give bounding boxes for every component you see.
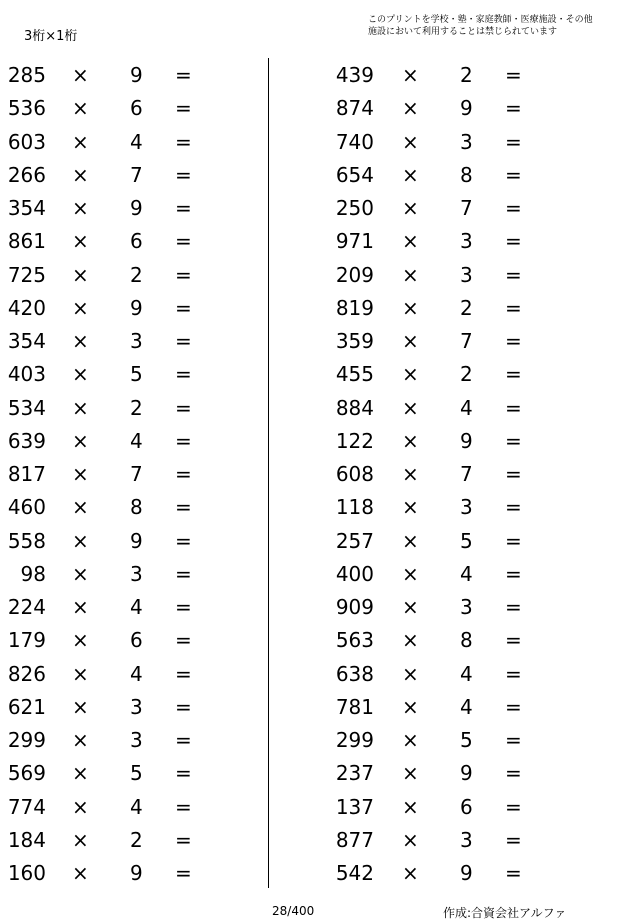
multiplier: 6 bbox=[130, 628, 143, 653]
multiplicand: 403 bbox=[7, 362, 46, 387]
multiplicand: 534 bbox=[7, 395, 46, 420]
multiplicand: 819 bbox=[335, 295, 374, 320]
problem-row bbox=[0, 790, 260, 823]
multiplier: 3 bbox=[460, 495, 473, 520]
times-sign: × bbox=[72, 861, 89, 885]
times-sign: × bbox=[402, 628, 419, 653]
multiplicand: 603 bbox=[7, 129, 46, 154]
times-sign: × bbox=[402, 794, 419, 819]
multiplier: 9 bbox=[130, 861, 143, 885]
times-sign: × bbox=[402, 329, 419, 353]
multiplicand: 861 bbox=[7, 229, 46, 254]
multiplier: 5 bbox=[460, 728, 473, 752]
multiplier: 9 bbox=[460, 96, 473, 121]
column-divider bbox=[268, 58, 269, 888]
multiplicand: 400 bbox=[335, 561, 374, 586]
times-sign: × bbox=[402, 63, 419, 87]
equals-sign: = bbox=[175, 462, 192, 486]
multiplicand: 118 bbox=[335, 495, 374, 520]
usage-notice-line: 施設において利用することは禁じられています bbox=[368, 27, 558, 37]
problem-row bbox=[0, 91, 260, 124]
multiplicand: 359 bbox=[335, 329, 374, 353]
problem-row bbox=[0, 490, 260, 523]
times-sign: × bbox=[402, 827, 419, 852]
times-sign: × bbox=[402, 129, 419, 154]
equals-sign: = bbox=[505, 561, 522, 586]
multiplier: 7 bbox=[130, 162, 143, 187]
times-sign: × bbox=[72, 329, 89, 353]
multiplier: 8 bbox=[460, 628, 473, 653]
times-sign: × bbox=[402, 362, 419, 387]
problem-row bbox=[330, 723, 590, 756]
problem-row bbox=[330, 623, 590, 656]
problem-row bbox=[330, 457, 590, 490]
multiplicand: 909 bbox=[335, 595, 374, 619]
problem-row bbox=[330, 224, 590, 257]
equals-sign: = bbox=[175, 561, 192, 586]
multiplier: 9 bbox=[460, 428, 473, 453]
multiplier: 4 bbox=[130, 129, 143, 154]
multiplier: 9 bbox=[460, 761, 473, 786]
times-sign: × bbox=[72, 694, 89, 719]
problem-row bbox=[330, 58, 590, 91]
problem-row bbox=[0, 623, 260, 656]
problem-row bbox=[330, 790, 590, 823]
times-sign: × bbox=[72, 628, 89, 653]
equals-sign: = bbox=[505, 129, 522, 154]
equals-sign: = bbox=[175, 661, 192, 686]
multiplier: 2 bbox=[130, 827, 143, 852]
equals-sign: = bbox=[175, 262, 192, 287]
times-sign: × bbox=[402, 295, 419, 320]
multiplier: 9 bbox=[130, 295, 143, 320]
equals-sign: = bbox=[505, 861, 522, 885]
equals-sign: = bbox=[505, 329, 522, 353]
multiplier: 8 bbox=[130, 495, 143, 520]
problem-row bbox=[0, 258, 260, 291]
problem-row bbox=[330, 856, 590, 889]
equals-sign: = bbox=[175, 595, 192, 619]
times-sign: × bbox=[72, 295, 89, 320]
problem-row bbox=[330, 590, 590, 623]
equals-sign: = bbox=[175, 495, 192, 520]
problem-row bbox=[330, 391, 590, 424]
page-number: 28/400 bbox=[272, 904, 315, 918]
multiplier: 3 bbox=[130, 329, 143, 353]
multiplier: 2 bbox=[460, 362, 473, 387]
equals-sign: = bbox=[505, 395, 522, 420]
multiplier: 5 bbox=[130, 761, 143, 786]
author-credit: 作成:合資会社アルファ bbox=[443, 906, 567, 920]
multiplicand: 725 bbox=[7, 262, 46, 287]
multiplier: 4 bbox=[130, 794, 143, 819]
problem-row bbox=[330, 158, 590, 191]
multiplicand: 774 bbox=[7, 794, 46, 819]
multiplier: 9 bbox=[460, 861, 473, 885]
multiplicand: 257 bbox=[335, 528, 374, 553]
equals-sign: = bbox=[505, 428, 522, 453]
multiplicand: 639 bbox=[7, 428, 46, 453]
equals-sign: = bbox=[505, 462, 522, 486]
equals-sign: = bbox=[505, 63, 522, 87]
multiplicand: 542 bbox=[335, 861, 374, 885]
multiplicand: 654 bbox=[335, 162, 374, 187]
multiplier: 7 bbox=[460, 196, 473, 220]
left-problem-column bbox=[0, 58, 260, 889]
times-sign: × bbox=[72, 561, 89, 586]
times-sign: × bbox=[72, 495, 89, 520]
problem-row bbox=[0, 191, 260, 224]
multiplicand: 299 bbox=[7, 728, 46, 752]
equals-sign: = bbox=[175, 196, 192, 220]
equals-sign: = bbox=[505, 827, 522, 852]
times-sign: × bbox=[72, 761, 89, 786]
multiplier: 9 bbox=[130, 528, 143, 553]
times-sign: × bbox=[72, 661, 89, 686]
equals-sign: = bbox=[505, 96, 522, 121]
multiplier: 4 bbox=[460, 694, 473, 719]
problem-row bbox=[0, 457, 260, 490]
times-sign: × bbox=[72, 395, 89, 420]
times-sign: × bbox=[72, 362, 89, 387]
times-sign: × bbox=[72, 827, 89, 852]
times-sign: × bbox=[402, 196, 419, 220]
problem-row bbox=[0, 357, 260, 390]
problem-row bbox=[0, 823, 260, 856]
multiplicand: 563 bbox=[335, 628, 374, 653]
problem-row bbox=[330, 524, 590, 557]
equals-sign: = bbox=[505, 661, 522, 686]
problem-row bbox=[0, 723, 260, 756]
multiplier: 3 bbox=[130, 694, 143, 719]
multiplicand: 420 bbox=[7, 295, 46, 320]
multiplicand: 354 bbox=[7, 329, 46, 353]
equals-sign: = bbox=[175, 728, 192, 752]
times-sign: × bbox=[402, 661, 419, 686]
multiplicand: 299 bbox=[335, 728, 374, 752]
multiplicand: 137 bbox=[335, 794, 374, 819]
equals-sign: = bbox=[505, 262, 522, 287]
multiplier: 3 bbox=[130, 561, 143, 586]
equals-sign: = bbox=[175, 162, 192, 187]
equals-sign: = bbox=[175, 295, 192, 320]
multiplicand: 740 bbox=[335, 129, 374, 154]
multiplier: 6 bbox=[130, 229, 143, 254]
problem-row bbox=[0, 58, 260, 91]
equals-sign: = bbox=[175, 129, 192, 154]
times-sign: × bbox=[402, 162, 419, 187]
usage-notice-line: このプリントを学校・塾・家庭教師・医療施設・その他 bbox=[368, 15, 593, 25]
multiplicand: 638 bbox=[335, 661, 374, 686]
times-sign: × bbox=[402, 462, 419, 486]
multiplier: 2 bbox=[460, 63, 473, 87]
problem-row bbox=[330, 91, 590, 124]
multiplier: 4 bbox=[130, 428, 143, 453]
times-sign: × bbox=[402, 694, 419, 719]
multiplier: 2 bbox=[460, 295, 473, 320]
multiplicand: 884 bbox=[335, 395, 374, 420]
equals-sign: = bbox=[175, 362, 192, 387]
multiplier: 4 bbox=[460, 661, 473, 686]
times-sign: × bbox=[402, 561, 419, 586]
times-sign: × bbox=[402, 861, 419, 885]
multiplicand: 536 bbox=[7, 96, 46, 121]
equals-sign: = bbox=[505, 628, 522, 653]
times-sign: × bbox=[402, 728, 419, 752]
multiplier: 4 bbox=[460, 395, 473, 420]
problem-row bbox=[0, 557, 260, 590]
equals-sign: = bbox=[505, 196, 522, 220]
equals-sign: = bbox=[505, 761, 522, 786]
equals-sign: = bbox=[175, 827, 192, 852]
multiplicand: 98 bbox=[20, 561, 46, 586]
multiplicand: 826 bbox=[7, 661, 46, 686]
equals-sign: = bbox=[505, 528, 522, 553]
times-sign: × bbox=[72, 428, 89, 453]
times-sign: × bbox=[72, 262, 89, 287]
equals-sign: = bbox=[175, 628, 192, 653]
times-sign: × bbox=[72, 462, 89, 486]
equals-sign: = bbox=[505, 162, 522, 187]
multiplicand: 285 bbox=[7, 63, 46, 87]
multiplier: 4 bbox=[460, 561, 473, 586]
equals-sign: = bbox=[505, 694, 522, 719]
multiplicand: 209 bbox=[335, 262, 374, 287]
problem-row bbox=[330, 357, 590, 390]
equals-sign: = bbox=[175, 694, 192, 719]
problem-row bbox=[330, 756, 590, 789]
equals-sign: = bbox=[175, 794, 192, 819]
problem-row bbox=[0, 424, 260, 457]
multiplicand: 266 bbox=[7, 162, 46, 187]
times-sign: × bbox=[402, 495, 419, 520]
multiplicand: 224 bbox=[7, 595, 46, 619]
multiplier: 9 bbox=[130, 196, 143, 220]
multiplier: 5 bbox=[130, 362, 143, 387]
worksheet-title: 3桁×1桁 bbox=[24, 29, 78, 44]
problem-row bbox=[330, 557, 590, 590]
problem-row bbox=[330, 258, 590, 291]
problem-row bbox=[0, 125, 260, 158]
problem-row bbox=[330, 125, 590, 158]
multiplier: 5 bbox=[460, 528, 473, 553]
equals-sign: = bbox=[505, 362, 522, 387]
multiplier: 7 bbox=[460, 462, 473, 486]
problem-row bbox=[330, 690, 590, 723]
times-sign: × bbox=[402, 229, 419, 254]
problem-row bbox=[0, 756, 260, 789]
problem-row bbox=[330, 424, 590, 457]
right-problem-column bbox=[330, 58, 590, 889]
multiplicand: 781 bbox=[335, 694, 374, 719]
problem-row bbox=[0, 158, 260, 191]
problem-row bbox=[0, 391, 260, 424]
multiplier: 3 bbox=[460, 129, 473, 154]
multiplier: 4 bbox=[130, 661, 143, 686]
multiplicand: 569 bbox=[7, 761, 46, 786]
multiplier: 8 bbox=[460, 162, 473, 187]
equals-sign: = bbox=[505, 495, 522, 520]
multiplier: 7 bbox=[460, 329, 473, 353]
problem-row bbox=[0, 224, 260, 257]
problem-row bbox=[330, 191, 590, 224]
equals-sign: = bbox=[175, 861, 192, 885]
multiplier: 9 bbox=[130, 63, 143, 87]
problem-row bbox=[330, 490, 590, 523]
multiplicand: 160 bbox=[7, 861, 46, 885]
times-sign: × bbox=[402, 761, 419, 786]
multiplier: 3 bbox=[130, 728, 143, 752]
multiplicand: 971 bbox=[335, 229, 374, 254]
equals-sign: = bbox=[505, 794, 522, 819]
multiplicand: 558 bbox=[7, 528, 46, 553]
times-sign: × bbox=[402, 395, 419, 420]
equals-sign: = bbox=[505, 728, 522, 752]
equals-sign: = bbox=[175, 395, 192, 420]
times-sign: × bbox=[402, 262, 419, 287]
multiplicand: 237 bbox=[335, 761, 374, 786]
equals-sign: = bbox=[505, 229, 522, 254]
times-sign: × bbox=[402, 595, 419, 619]
equals-sign: = bbox=[175, 63, 192, 87]
problem-row bbox=[0, 657, 260, 690]
multiplicand: 877 bbox=[335, 827, 374, 852]
multiplicand: 179 bbox=[7, 628, 46, 653]
times-sign: × bbox=[72, 794, 89, 819]
times-sign: × bbox=[72, 528, 89, 553]
problem-row bbox=[0, 590, 260, 623]
multiplier: 4 bbox=[130, 595, 143, 619]
times-sign: × bbox=[72, 96, 89, 121]
times-sign: × bbox=[72, 162, 89, 187]
multiplicand: 250 bbox=[335, 196, 374, 220]
multiplicand: 354 bbox=[7, 196, 46, 220]
multiplicand: 455 bbox=[335, 362, 374, 387]
times-sign: × bbox=[72, 63, 89, 87]
multiplier: 2 bbox=[130, 395, 143, 420]
problem-row bbox=[330, 823, 590, 856]
times-sign: × bbox=[72, 595, 89, 619]
multiplicand: 621 bbox=[7, 694, 46, 719]
equals-sign: = bbox=[175, 229, 192, 254]
usage-notice bbox=[368, 14, 593, 38]
problem-row bbox=[0, 324, 260, 357]
equals-sign: = bbox=[505, 595, 522, 619]
multiplicand: 608 bbox=[335, 462, 374, 486]
multiplicand: 439 bbox=[335, 63, 374, 87]
equals-sign: = bbox=[175, 329, 192, 353]
equals-sign: = bbox=[175, 528, 192, 553]
problem-row bbox=[330, 324, 590, 357]
multiplicand: 874 bbox=[335, 96, 374, 121]
multiplier: 3 bbox=[460, 262, 473, 287]
multiplicand: 460 bbox=[7, 495, 46, 520]
problem-row bbox=[330, 657, 590, 690]
times-sign: × bbox=[72, 196, 89, 220]
multiplier: 3 bbox=[460, 827, 473, 852]
equals-sign: = bbox=[175, 96, 192, 121]
multiplier: 7 bbox=[130, 462, 143, 486]
equals-sign: = bbox=[175, 761, 192, 786]
problem-row bbox=[0, 291, 260, 324]
times-sign: × bbox=[72, 728, 89, 752]
multiplier: 2 bbox=[130, 262, 143, 287]
problem-row bbox=[0, 856, 260, 889]
problem-row bbox=[0, 690, 260, 723]
times-sign: × bbox=[402, 528, 419, 553]
multiplier: 3 bbox=[460, 229, 473, 254]
times-sign: × bbox=[72, 129, 89, 154]
equals-sign: = bbox=[175, 428, 192, 453]
multiplier: 3 bbox=[460, 595, 473, 619]
multiplicand: 817 bbox=[7, 462, 46, 486]
problem-row bbox=[0, 524, 260, 557]
multiplier: 6 bbox=[460, 794, 473, 819]
problem-row bbox=[330, 291, 590, 324]
multiplier: 6 bbox=[130, 96, 143, 121]
multiplicand: 184 bbox=[7, 827, 46, 852]
times-sign: × bbox=[402, 96, 419, 121]
multiplicand: 122 bbox=[335, 428, 374, 453]
equals-sign: = bbox=[505, 295, 522, 320]
times-sign: × bbox=[402, 428, 419, 453]
times-sign: × bbox=[72, 229, 89, 254]
